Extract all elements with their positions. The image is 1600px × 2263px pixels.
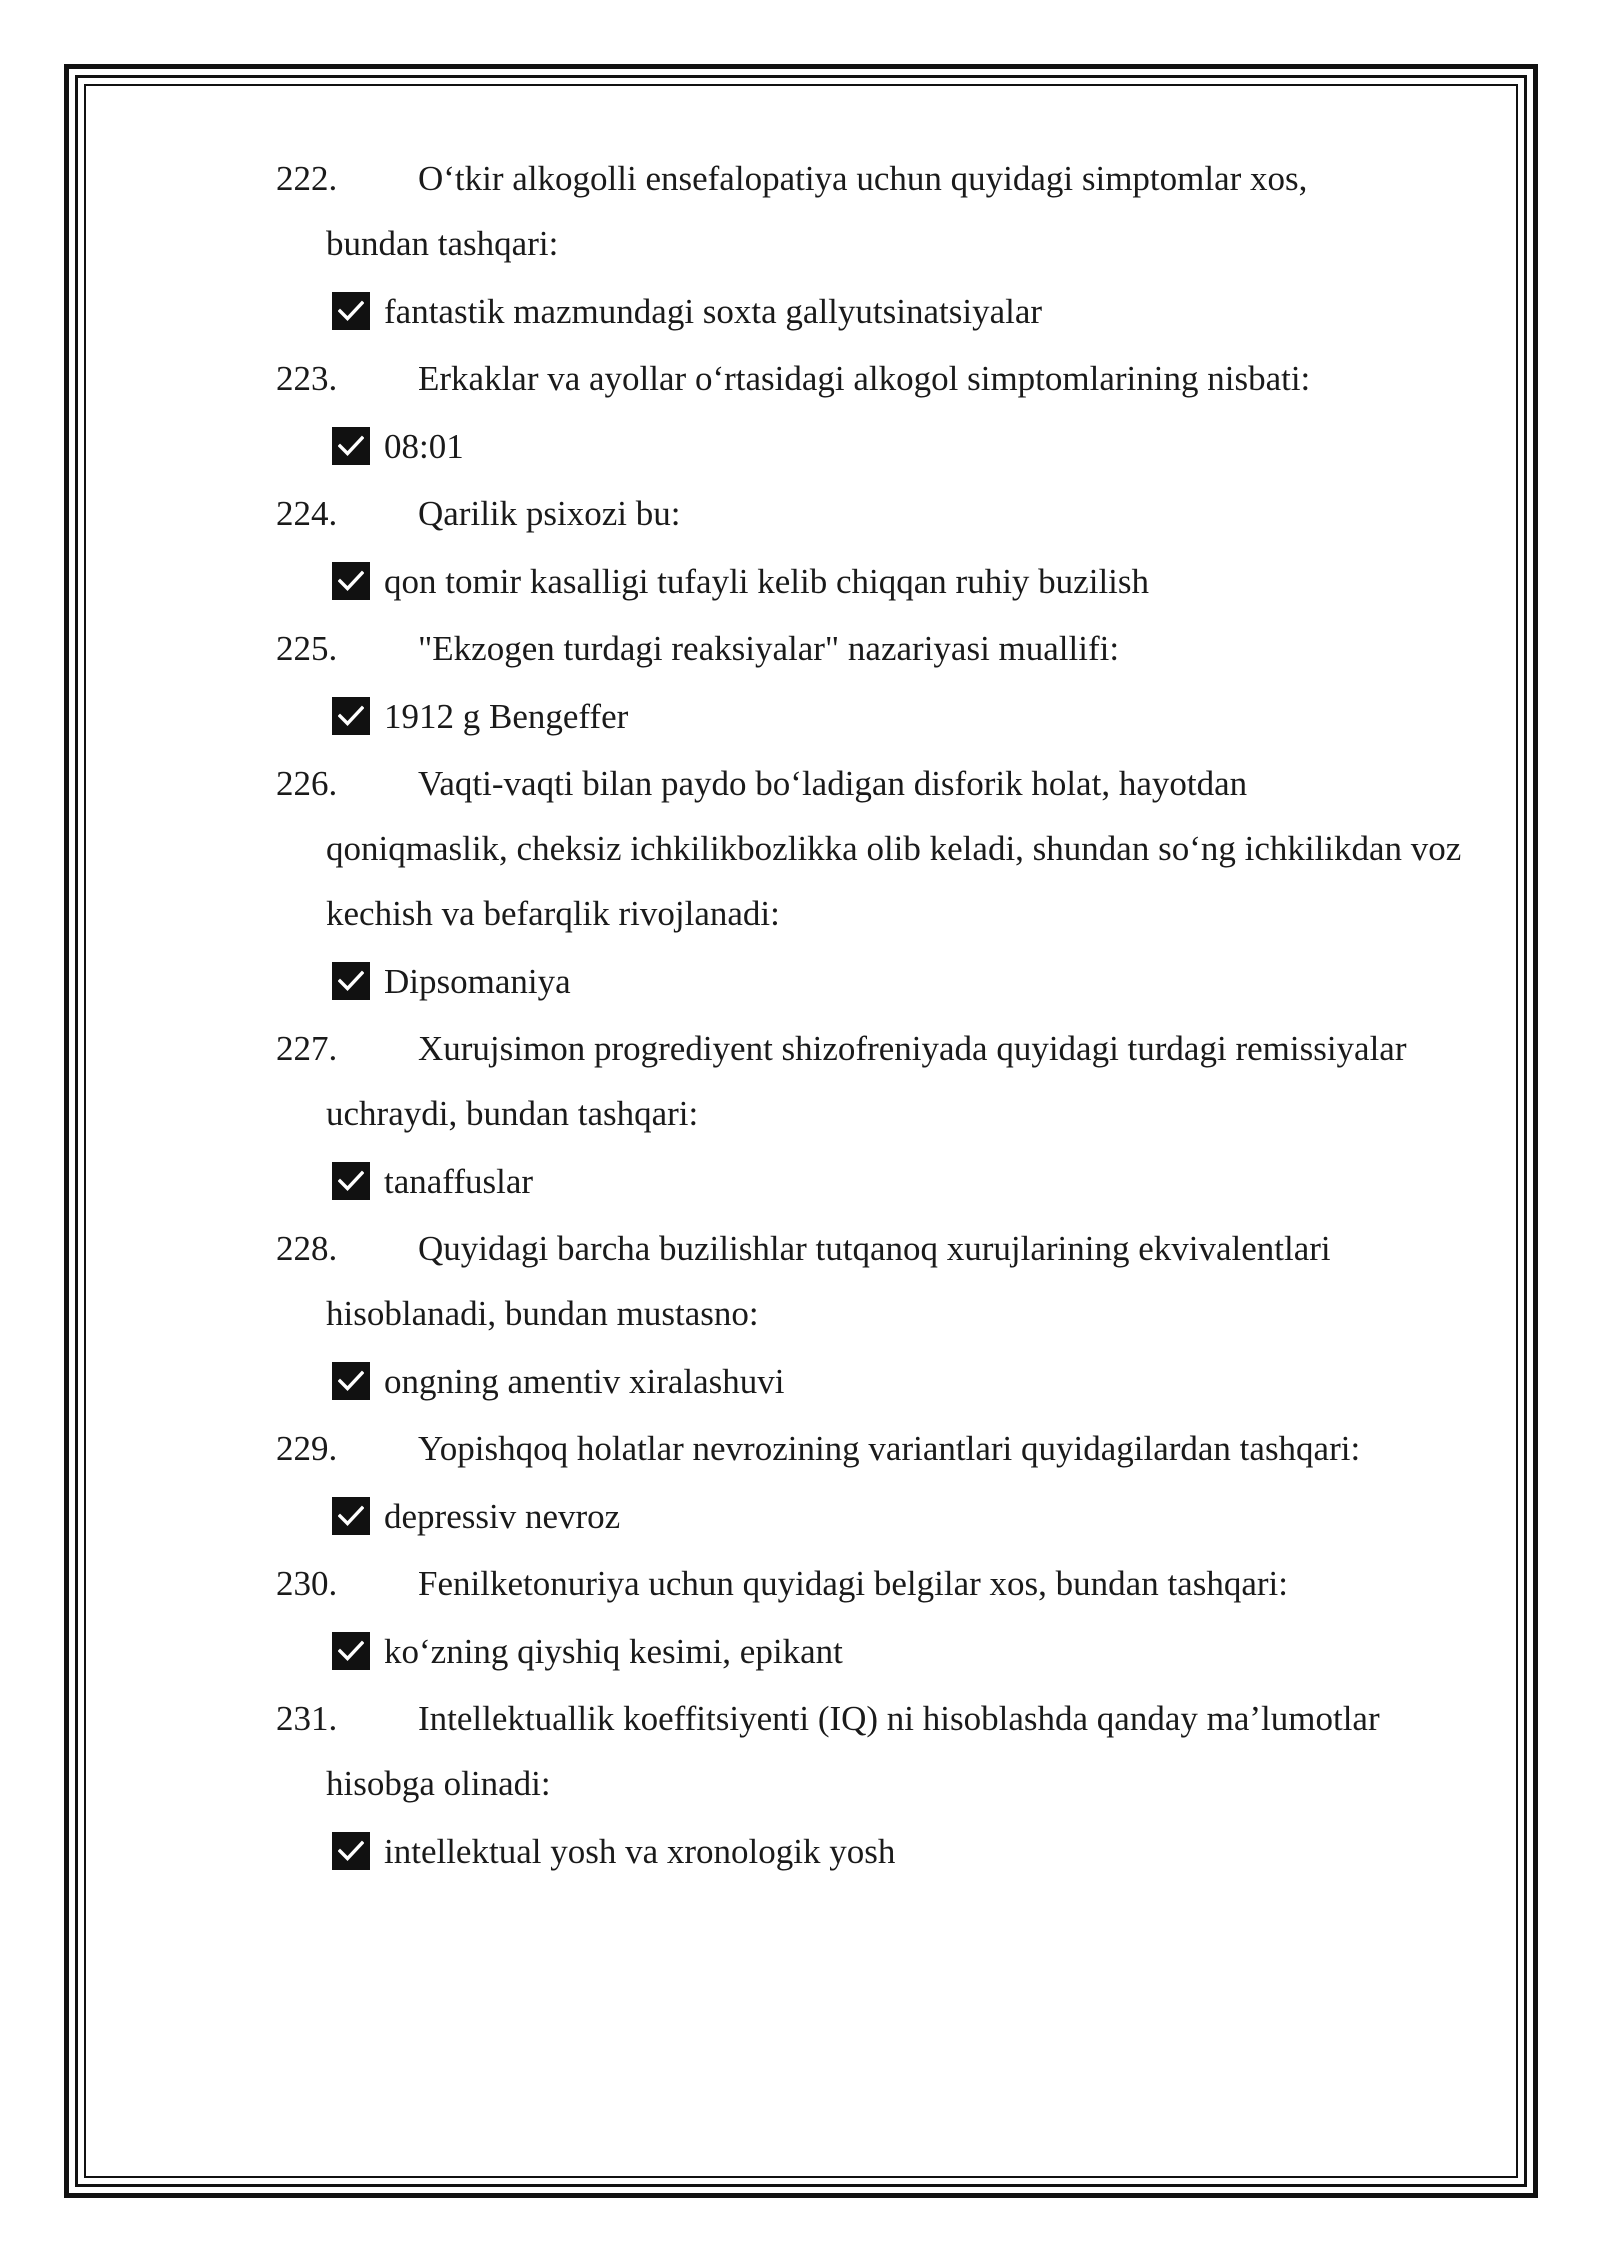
answer-row <box>276 1816 1506 1886</box>
checkbox-checked-icon <box>332 1162 370 1200</box>
question-item <box>276 616 1506 751</box>
question-text-continued: hisobga olinadi: <box>326 1764 551 1803</box>
question-first-line <box>276 1551 1506 1616</box>
question-text: Fenilketonuriya uchun quyidagi belgilar xos, bundan tashqari: <box>418 1564 1288 1603</box>
question-text-continued: uchraydi, bundan tashqari: <box>326 1094 699 1133</box>
question-item <box>276 1551 1506 1686</box>
question-number: 226. <box>276 764 338 803</box>
answer-row <box>276 546 1506 616</box>
question-list <box>276 146 1506 1886</box>
answer-row <box>276 276 1506 346</box>
answer-text: fantastik mazmundagi soxta gallyutsinatsiyalar <box>384 291 1043 331</box>
answer-text: ongning amentiv xiralashuvi <box>384 1361 785 1401</box>
question-text-block <box>276 1216 1506 1346</box>
question-text-continued: hisoblanadi, bundan mustasno: <box>326 1294 759 1333</box>
answer-text: intellektual yosh va xronologik yosh <box>384 1831 896 1871</box>
question-number: 231. <box>276 1699 338 1738</box>
question-first-line <box>276 751 1506 816</box>
question-text: Quyidagi barcha buzilishlar tutqanoq xurujlarining ekvivalentlari <box>418 1229 1331 1268</box>
answer-row <box>276 1346 1506 1416</box>
checkbox-checked-icon <box>332 562 370 600</box>
question-item <box>276 1016 1506 1216</box>
question-text: "Ekzogen turdagi reaksiyalar" nazariyasi muallifi: <box>418 629 1120 668</box>
question-number: 229. <box>276 1429 338 1468</box>
question-text: Intellektuallik koeffitsiyenti (IQ) ni hisoblashda qanday ma’lumotlar <box>418 1699 1380 1738</box>
question-text-block <box>276 146 1506 276</box>
question-text-block <box>276 481 1506 546</box>
question-text: Erkaklar va ayollar o‘rtasidagi alkogol simptomlarining nisbati: <box>418 359 1311 398</box>
question-number: 223. <box>276 359 338 398</box>
checkbox-checked-icon <box>332 1632 370 1670</box>
checkbox-checked-icon <box>332 1362 370 1400</box>
answer-row <box>276 1481 1506 1551</box>
checkbox-checked-icon <box>332 697 370 735</box>
answer-text: tanaffuslar <box>384 1161 534 1201</box>
question-text-block <box>276 751 1506 946</box>
answer-text: ko‘zning qiyshiq kesimi, epikant <box>384 1631 843 1671</box>
question-text-block <box>276 616 1506 681</box>
answer-text: qon tomir kasalligi tufayli kelib chiqqan ruhiy buzilish <box>384 561 1150 601</box>
answer-row <box>276 946 1506 1016</box>
question-first-line <box>276 146 1506 211</box>
question-first-line <box>276 481 1506 546</box>
checkbox-checked-icon <box>332 962 370 1000</box>
question-text: Xurujsimon progrediyent shizofreniyada quyidagi turdagi remissiyalar <box>418 1029 1407 1068</box>
question-number: 230. <box>276 1564 338 1603</box>
question-text: Yopishqoq holatlar nevrozining variantlari quyidagilardan tashqari: <box>418 1429 1361 1468</box>
question-text: O‘tkir alkogolli ensefalopatiya uchun quyidagi simptomlar xos, <box>418 159 1308 198</box>
checkbox-checked-icon <box>332 427 370 465</box>
question-text-block <box>276 1551 1506 1616</box>
question-item <box>276 346 1506 481</box>
question-number: 227. <box>276 1029 338 1068</box>
question-item <box>276 146 1506 346</box>
question-number: 222. <box>276 159 338 198</box>
answer-row <box>276 1146 1506 1216</box>
question-item <box>276 1416 1506 1551</box>
question-number: 224. <box>276 494 338 533</box>
question-text: Vaqti-vaqti bilan paydo bo‘ladigan disforik holat, hayotdan <box>418 764 1248 803</box>
question-number: 225. <box>276 629 338 668</box>
question-text-block <box>276 1686 1506 1816</box>
answer-text: 08:01 <box>384 426 464 466</box>
question-text-block <box>276 1416 1506 1481</box>
answer-row <box>276 411 1506 481</box>
question-text-block <box>276 1016 1506 1146</box>
question-first-line <box>276 1016 1506 1081</box>
checkbox-checked-icon <box>332 292 370 330</box>
question-item <box>276 1216 1506 1416</box>
question-item <box>276 751 1506 1016</box>
answer-row <box>276 1616 1506 1686</box>
answer-text: 1912 g Bengeffer <box>384 696 629 736</box>
checkbox-checked-icon <box>332 1497 370 1535</box>
question-item <box>276 1686 1506 1886</box>
answer-text: depressiv nevroz <box>384 1496 621 1536</box>
checkbox-checked-icon <box>332 1832 370 1870</box>
answer-text: Dipsomaniya <box>384 961 571 1001</box>
question-first-line <box>276 346 1506 411</box>
answer-row <box>276 681 1506 751</box>
question-item <box>276 481 1506 616</box>
question-text-continued: qoniqmaslik, cheksiz ichkilikbozlikka olib keladi, shundan so‘ng ichkilikdan voz kechish va befarqlik rivojlanadi: <box>326 829 1462 933</box>
question-first-line <box>276 1686 1506 1751</box>
question-first-line <box>276 1416 1506 1481</box>
question-first-line <box>276 616 1506 681</box>
question-number: 228. <box>276 1229 338 1268</box>
question-text-block <box>276 346 1506 411</box>
question-text-continued: bundan tashqari: <box>326 224 559 263</box>
question-first-line <box>276 1216 1506 1281</box>
question-text: Qarilik psixozi bu: <box>418 494 681 533</box>
